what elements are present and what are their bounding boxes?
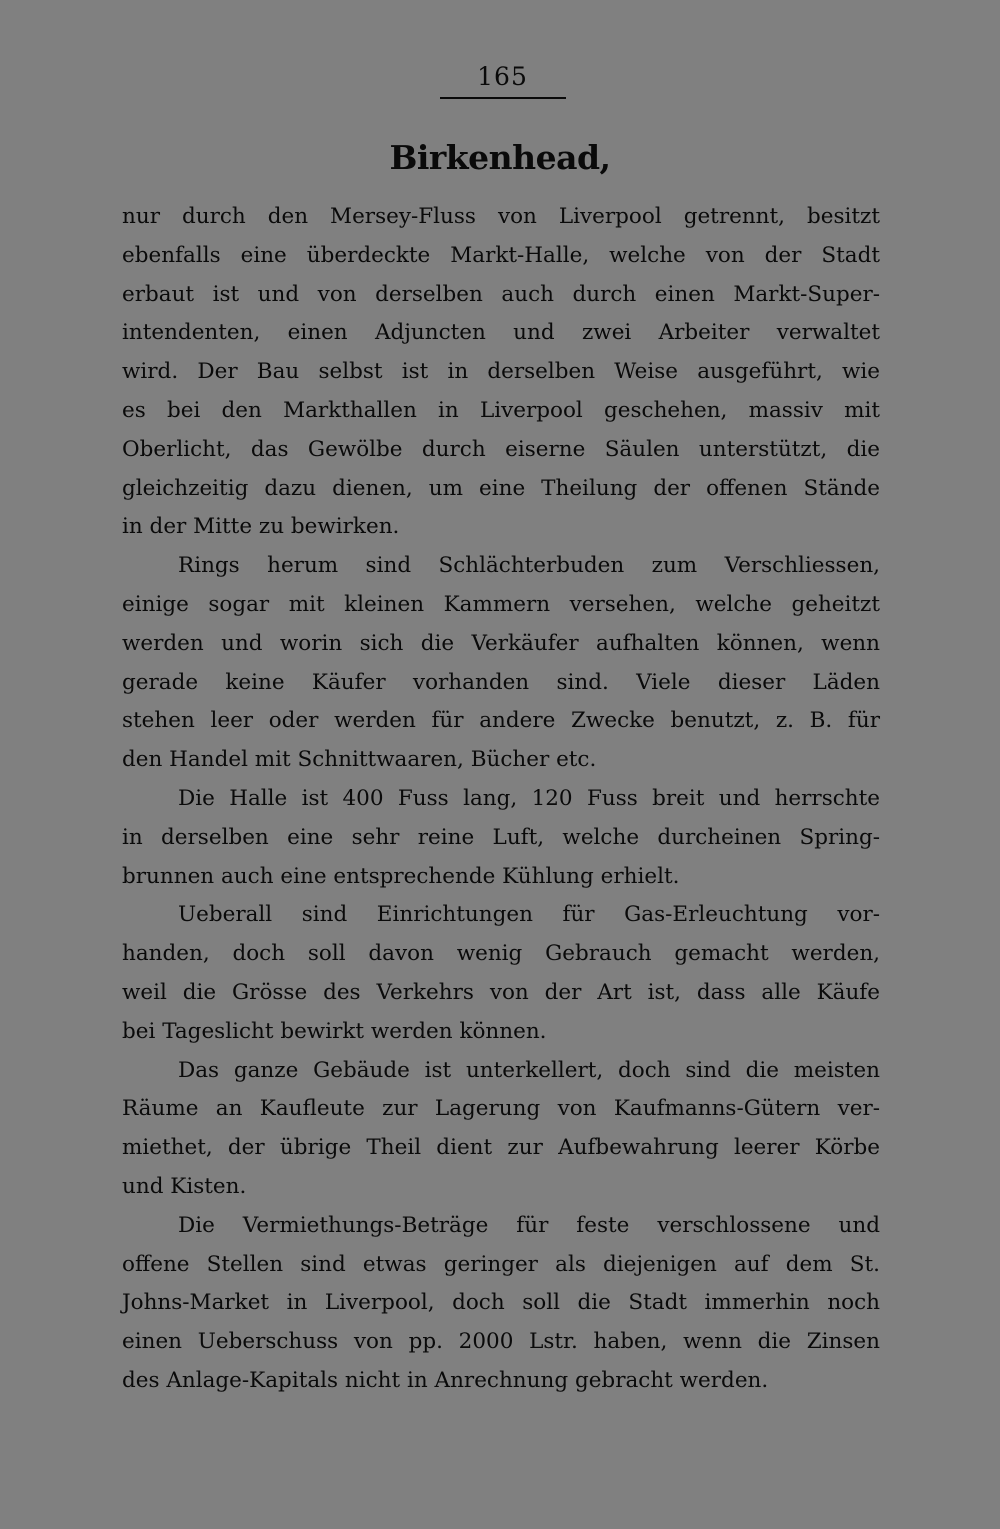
text-line: Ueberall sind Einrichtungen für Gas-Erleuchtung vor- — [178, 902, 880, 928]
text-line: Die Vermiethungs-Beträge für feste verschlossene und — [178, 1212, 880, 1238]
paragraph — [122, 198, 880, 547]
text-line: Räume an Kaufleute zur Lagerung von Kaufmanns-Gütern ver- — [122, 1096, 880, 1122]
paragraph — [122, 780, 880, 896]
text-line: wird. Der Bau selbst ist in derselben Weise ausgeführt, wie — [122, 359, 880, 385]
text-line: in der Mitte zu bewirken. — [122, 514, 400, 540]
text-line: des Anlage-Kapitals nicht in Anrechnung gebracht werden. — [122, 1367, 769, 1393]
text-line: einige sogar mit kleinen Kammern versehen, welche geheitzt — [122, 591, 880, 617]
text-line: bei Tageslicht bewirkt werden können. — [122, 1018, 547, 1044]
text-line: Die Halle ist 400 Fuss lang, 120 Fuss breit und herrschte — [178, 785, 880, 811]
text-line: und Kisten. — [122, 1173, 247, 1199]
page-number-rule — [440, 97, 566, 99]
body-text — [122, 198, 880, 1401]
text-line: brunnen auch eine entsprechende Kühlung erhielt. — [122, 863, 680, 889]
text-line: Johns-Market in Liverpool, doch soll die Stadt immerhin noch — [122, 1290, 880, 1316]
text-line: intendenten, einen Adjuncten und zwei Arbeiter verwaltet — [122, 320, 880, 346]
text-line: Das ganze Gebäude ist unterkellert, doch sind die meisten — [178, 1057, 880, 1083]
text-line: erbaut ist und von derselben auch durch einen Markt-Super- — [122, 281, 880, 307]
paragraph — [122, 1052, 880, 1207]
text-line: werden und worin sich die Verkäufer aufhalten können, wenn — [122, 630, 880, 656]
text-line: Rings herum sind Schlächterbuden zum Verschliessen, — [178, 553, 880, 579]
section-title: Birkenhead, — [389, 138, 611, 177]
text-line: weil die Grösse des Verkehrs von der Art ist, dass alle Käufe — [122, 979, 880, 1005]
text-line: offene Stellen sind etwas geringer als diejenigen auf dem St. — [122, 1251, 880, 1277]
text-line: stehen leer oder werden für andere Zwecke benutzt, z. B. für — [122, 708, 880, 734]
text-line: handen, doch soll davon wenig Gebrauch gemacht werden, — [122, 941, 880, 967]
text-line: einen Ueberschuss von pp. 2000 Lstr. haben, wenn die Zinsen — [122, 1329, 880, 1355]
text-line: in derselben eine sehr reine Luft, welche durcheinen Spring- — [122, 824, 880, 850]
text-line: nur durch den Mersey-Fluss von Liverpool getrennt, besitzt — [122, 204, 880, 229]
text-line: ebenfalls eine überdeckte Markt-Halle, welche von der Stadt — [122, 242, 880, 268]
paragraph — [122, 1207, 880, 1401]
text-line: miethet, der übrige Theil dient zur Aufbewahrung leerer Körbe — [122, 1135, 880, 1161]
text-line: den Handel mit Schnittwaaren, Bücher etc. — [122, 747, 597, 773]
paragraph — [122, 896, 880, 1051]
text-line: es bei den Markthallen in Liverpool geschehen, massiv mit — [122, 397, 880, 423]
text-line: gerade keine Käufer vorhanden sind. Viele dieser Läden — [122, 669, 880, 695]
page-number: 165 — [477, 62, 528, 91]
text-line: gleichzeitig dazu dienen, um eine Theilung der offenen Stände — [122, 475, 880, 501]
paragraph — [122, 547, 880, 780]
text-line: Oberlicht, das Gewölbe durch eiserne Säulen unterstützt, die — [122, 436, 880, 462]
